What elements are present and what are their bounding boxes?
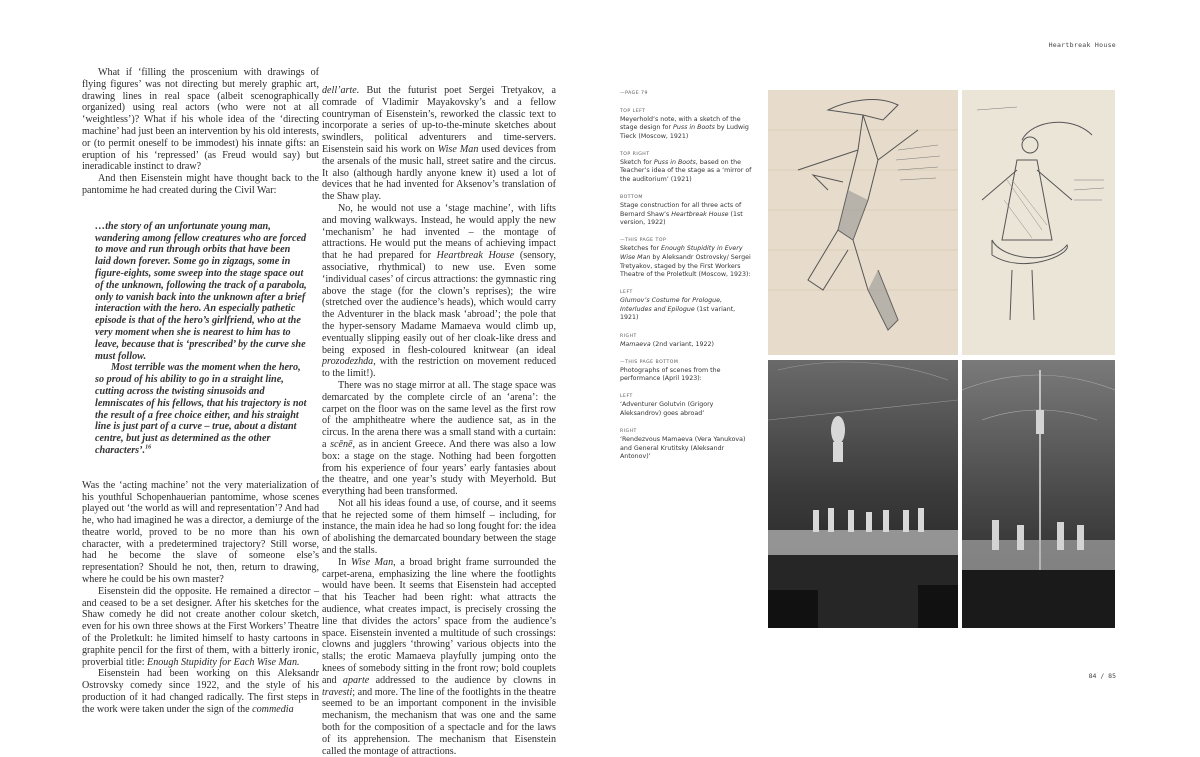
paragraph: [322, 557, 556, 757]
caption-title: Glumov’s Costume for Prologue, Interludes and Epilogue: [620, 297, 722, 313]
text: , with the restriction on movement reduced to the limit!).: [322, 356, 556, 380]
text: There was no stage mirror at all. The stage space was demarcated by the complete circle of an ‘arena’: the carpet on the floor was on the same level as the first row of the amphitheatre where the audience sat, as in the circus. In the arena there was a small stand with a curtain: a: [322, 379, 556, 450]
quote-text: Most terrible was the moment when the hero, so proud of his ability to go in a straight line, cutting across the twisting sinusoids and lemniscates of his fellows, that his trajectory is not the result of a free choice either, and his straight line is just part of a curve – true, about a distant centre, but just as determined as the other characters’.: [95, 362, 307, 456]
caption-right-1: [620, 333, 755, 350]
text: ; and more. The line of the footlights in the theatre seemed to be an important component in the invisible mechanism, the mechanism that was one and the same both for the composition of a spectacle and for the laws of its apprehension. The mechanism that Eisenstein called the montage of attractions.: [322, 686, 556, 757]
paragraph: Was the ‘acting machine’ not the very materialization of his youthful Schopenhauerian pantomime, whose scenes played out ‘the world as will and representation’? And had he, who had imagined he was a director, a demiurge of the theatre world, proved to be no more than his own character, with a predetermined trajectory? Still worse, had he become the slave of someone else’s representation? Should he not, then, return to drawing, where he could be his own master?: [82, 479, 319, 586]
term-italic: prozodezhda: [322, 356, 374, 368]
paragraph: And then Eisenstein might have thought back to the pantomime he had created during the Civil War:: [82, 173, 319, 196]
caption-text: by Aleksandr Ostrovsky/ Sergei Tretyakov, staged by the First Workers Theatre of the Proletkult (Moscow, 1923):: [620, 253, 751, 279]
caption-left-2: [620, 393, 755, 418]
text: Eisenstein had been working on this Aleksandr Ostrovsky comedy since 1922, and the style of his production of it had changed radically. The first steps in the work were taken under the sign of the: [82, 668, 319, 715]
term-italic: scēnē: [330, 438, 353, 450]
caption-heading: —THIS PAGE BOTTOM: [620, 359, 679, 365]
caption-left-1: [620, 289, 755, 323]
captions: [620, 90, 755, 471]
text: (sensory, associative, rhythmical) to new use. Even some ‘individual cases’ of circus attractions: the gymnastic ring above the stage (for the clown’s reprises); the wire (stretched over the audience’s heads), which would carry the Adventurer in the black mask ‘abroad’; the pole that the hyper-sensory Madame Mamaeva would climb up, eventually slipping easily out of her cloak-like dress and being exposed in flesh-coloured knitwear (an ideal: [322, 250, 556, 356]
paragraph: [82, 668, 319, 715]
text: , as in ancient Greece. And there was also a low box: a stage on the stage. Nothing had been forgotten from his experience of four years’ early fantasies about the theatre, and one year’s study with Meyerhold. But everything had been transformed.: [322, 438, 556, 498]
caption-heading: —PAGE 79: [620, 91, 648, 96]
term-italic: commedia: [252, 703, 294, 715]
caption-text: Meyerhold’s note, with a sketch of the stage design for: [620, 115, 741, 132]
text: addressed to the audience by clowns in: [369, 674, 556, 686]
caption-title: Heartbreak House: [671, 210, 729, 218]
caption-top-left: [620, 108, 755, 142]
text: , a broad bright frame surrounded the carpet-arena, emphasizing the line where the footlights would have been. It seems that Eisenstein had accepted that his Teacher had been right: what attracts the audience, what creates impact, is precisely crossing the line that divides the actors’ space from the audience’s space. Eisenstein invented a multitude of such crossings: clowns and jugglers ‘throwing’ various objects into the stalls; the erotic Mamaeva playfully jumping onto the knees of somebody sitting in the front row; bold couplets and: [322, 556, 557, 686]
caption-heading: TOP LEFT: [620, 108, 646, 114]
photo-rendezvous-mamaeva: [962, 360, 1115, 628]
caption-title: Puss in Boots: [653, 158, 696, 166]
term-italic: dell’arte.: [322, 85, 360, 96]
text: But the futurist poet Sergei Tretyakov, a comrade of Vladimir Mayakovsky’s and a fellow countryman of Eisenstein’s, reworked the classic text to incorporate a series of up-to-the-minute sketches about swindlers, political adventurers and time-servers. Eisenstein said his work on: [322, 85, 556, 155]
caption-heading: LEFT: [620, 394, 633, 400]
title-italic: Enough Stupidity for Each Wise Man.: [147, 656, 300, 668]
text: Eisenstein did the opposite. He remained a director – and ceased to be a set designer. After his sketches for the Shaw comedy he did not create another colour sketch, even for his own three shows at the First Workers’ Theatre of the Proletkult: he limited himself to hasty cartoons in graphite pencil for the first of them, with a bitterly ironic, proverbial title:: [82, 585, 319, 668]
paragraph: [322, 380, 556, 498]
paragraph: What if ‘filling the proscenium with drawings of flying figures’ was not directing but merely graphic art, drawing lines in real space (albeit scenographically organized) using real actors (who were not at all ‘weightless’)? What if his whole idea of the ‘directing machine’ had just been an intervention by his old interests, or (to permit oneself to be immodest) his innate gifts: an eruption of his ‘repressed’ (as Freud would say) but ineradicable instinct to draw?: [82, 67, 319, 173]
caption-text: ‘Adventurer Golutvin (Grigory Aleksandrov) goes abroad’: [620, 401, 714, 417]
caption-text: ‘Rendezvous Mamaeva (Vera Yanukova) and General Krutitsky (Aleksandr Antonov)’: [620, 435, 746, 461]
running-head: Heartbreak House: [1048, 41, 1116, 49]
term-italic: travesti: [322, 686, 353, 698]
text: No, he would not use a ‘stage machine’, with lifts and moving walkways. Instead, he would apply the new ‘mechanism’ he had invented – the montage of attractions. He would put the means of achieving impact that he had prepared for: [322, 202, 556, 262]
caption-text: (2nd variant, 1922): [650, 340, 714, 348]
caption-heading: LEFT: [620, 290, 633, 296]
caption-heading: BOTTOM: [620, 195, 643, 201]
caption-page79: [620, 90, 755, 98]
caption-heading: RIGHT: [620, 428, 637, 434]
paragraph: [82, 586, 319, 669]
title-italic: Wise Man: [437, 143, 479, 155]
caption-text: by Ludwig Tieck (Moscow, 1921): [620, 124, 749, 140]
sketch-mamaeva: [962, 90, 1115, 355]
caption-title: Enough Stupidity in Every Wise Man: [620, 245, 743, 261]
paragraph: [322, 203, 556, 380]
caption-text: Sketches for: [620, 245, 662, 253]
caption-heading: —THIS PAGE TOP: [620, 238, 667, 244]
footnote-ref[interactable]: 16: [145, 444, 152, 451]
quote-paragraph: [95, 362, 307, 456]
caption-heading: TOP RIGHT: [620, 151, 650, 157]
term-italic: aparte: [342, 674, 370, 686]
page-numbers: 84 / 85: [1088, 672, 1116, 680]
caption-heading: RIGHT: [620, 333, 637, 339]
caption-text: Photographs of scenes from the performance (April 1923):: [620, 366, 721, 383]
caption-text: Sketch for: [620, 158, 654, 166]
caption-text: (1st version, 1922): [620, 210, 743, 227]
text-column-left: [82, 67, 319, 716]
caption-text: , based on the Teacher’s idea of the stage as a ‘mirror of the auditorium’ (1921): [620, 158, 752, 183]
quote-paragraph: …the story of an unfortunate young man, wandering among fellow creatures who are forced to move and run through orbits that have been laid down forever. Some go in zigzags, some in figure-eights, some sweep into the stage space out of the unknown, following the track of a parabola, only to vanish back into the unknown after a brief interaction with the hero. An especially pathetic episode is that of the hero’s girlfriend, who at the very moment when she is nearest to him has to leave, because that is ‘prescribed’ by the curve she must follow.: [95, 220, 307, 362]
text: used devices from the arsenals of the music hall, street satire and the circus. It also (although hardly anyone knew it) used a lot of devices that he had invented for Aksenov’s translation of the Shaw play.: [322, 143, 557, 203]
caption-this-page-bottom: [620, 359, 755, 384]
photo-adventurer-golutvin: [768, 360, 958, 628]
caption-text: (1st variant, 1921): [620, 305, 736, 322]
paragraph: [322, 85, 556, 203]
caption-top-right: [620, 151, 755, 185]
caption-text: Stage construction for all three acts of Bernard Shaw’s: [620, 202, 742, 218]
text: In: [338, 556, 351, 568]
block-quote: [95, 221, 307, 457]
title-italic: Heartbreak House: [436, 250, 515, 262]
title-italic: Wise Man: [351, 556, 394, 568]
paragraph: Not all his ideas found a use, of course, and it seems that he rejected some of them himself – including, for instance, the main idea he had so long fought for: the idea of abolishing the demarcated boundary between the stage and the stalls.: [322, 497, 556, 557]
caption-right-2: [620, 428, 755, 462]
text-column-right: [322, 85, 556, 757]
caption-title: Mamaeva: [620, 340, 651, 348]
caption-this-page-top: [620, 237, 755, 279]
caption-bottom: [620, 194, 755, 228]
sketch-glumov-costume: [768, 90, 958, 355]
caption-title: Puss in Boots: [673, 124, 715, 132]
